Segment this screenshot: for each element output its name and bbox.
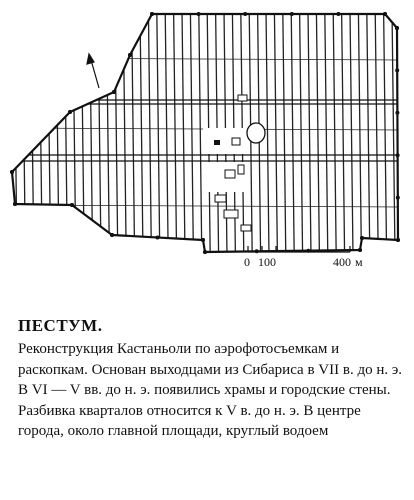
street-line [283, 10, 286, 256]
street-line [14, 10, 17, 256]
wall-tower [197, 12, 201, 16]
wall-tower [396, 153, 400, 157]
wall-tower [395, 68, 399, 72]
wall-tower [110, 233, 114, 237]
street-line [22, 10, 25, 256]
street-line [199, 10, 202, 256]
wall-tower [255, 249, 259, 253]
caption-title: ПЕСТУМ. [18, 316, 103, 335]
wall-tower [203, 250, 207, 254]
street-line [174, 10, 177, 256]
street-line [148, 10, 151, 256]
wall-tower [396, 238, 400, 242]
street-line [350, 10, 353, 256]
wall-tower [290, 12, 294, 16]
wall-tower [360, 236, 364, 240]
street-line [157, 10, 160, 256]
street-line [358, 10, 361, 256]
street-line [98, 10, 101, 256]
street-line [375, 10, 378, 256]
wall-tower [383, 12, 387, 16]
street-grid [10, 10, 400, 256]
wall-tower [156, 236, 160, 240]
street-line [106, 10, 109, 256]
wall-tower [112, 90, 116, 94]
caption [16, 316, 408, 442]
street-line [308, 10, 311, 256]
street-line [165, 10, 168, 256]
street-line [291, 10, 294, 256]
caption-text: Реконструкция Кастаньоли по аэрофотосъемкам и раскопкам. Основан выходцами из Сибариса в VII в. до н. э. В VI — V вв. до н. э. появились храмы и городские стены. Разбивка кварталов относится к V в. до н. э. В центре города, около главной площади, круглый водоем [18, 341, 403, 439]
wall-tower [10, 170, 14, 174]
street-line [56, 10, 59, 256]
street-line [333, 10, 336, 256]
wall-tower [396, 196, 400, 200]
street-line [342, 10, 345, 256]
scale-label-400: 400 [333, 255, 351, 269]
street-line [81, 10, 84, 256]
scale-label-100: 100 [258, 255, 276, 269]
round-reservoir [247, 123, 265, 143]
street-line [39, 10, 42, 256]
wall-tower [395, 26, 399, 30]
wall-tower [13, 202, 17, 206]
street-line [123, 10, 126, 256]
street-line [266, 10, 269, 256]
scale-label-0: 0 [244, 255, 250, 269]
street-line [73, 10, 76, 256]
street-line [140, 10, 143, 256]
street-line [115, 10, 118, 256]
wall-tower [150, 12, 154, 16]
north-arrow [87, 54, 99, 88]
street-line [367, 10, 370, 256]
wall-tower [70, 203, 74, 207]
cross-street [10, 58, 400, 60]
street-line [384, 10, 387, 256]
street-line [64, 10, 67, 256]
wall-tower [68, 110, 72, 114]
wall-tower [358, 248, 362, 252]
street-line [31, 10, 34, 256]
street-line [392, 10, 395, 256]
wall-tower [243, 12, 247, 16]
street-line [316, 10, 319, 256]
street-line [300, 10, 303, 256]
wall-tower [201, 238, 205, 242]
wall-tower [128, 53, 132, 57]
street-line [325, 10, 328, 256]
wall-tower [395, 111, 399, 115]
scale-unit: м [355, 255, 363, 269]
street-line [274, 10, 277, 256]
wall-tower [336, 12, 340, 16]
street-line [182, 10, 185, 256]
street-line [190, 10, 193, 256]
